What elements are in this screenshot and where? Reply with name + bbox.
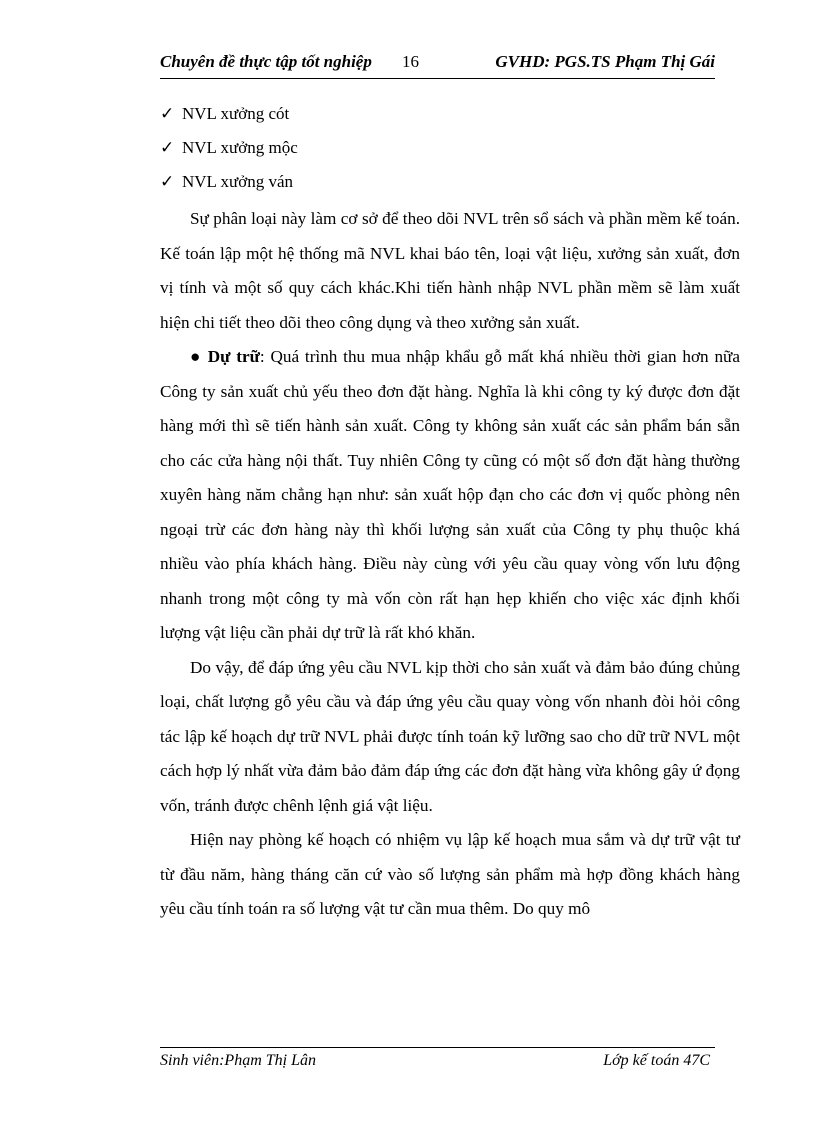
list-item: [160, 136, 298, 170]
page-header: [160, 52, 715, 80]
paragraph-reserve: [160, 340, 740, 651]
bullet-dot-icon: ●: [190, 347, 202, 366]
document-title: Chuyên đề thực tập tốt nghiệp: [160, 52, 372, 71]
list-item: [160, 170, 298, 204]
checkmark-icon: ✓: [160, 172, 175, 191]
student-name: Sinh viên:Phạm Thị Lân: [160, 1052, 316, 1069]
paragraph-reserve-text: : Quá trình thu mua nhập khẩu gỗ mất khá nhiều thời gian hơn nữa Công ty sản xuất chủ yếu theo đơn đặt hàng. Nghĩa là khi công ty ký được đơn đặt hàng mới thì sẽ tiến hành sản xuất. Công ty không sản xuất các sản phẩm bán sẵn cho các cửa hàng nội thất. Tuy nhiên Công ty cũng có một số đơn đặt hàng thường xuyên hàng năm chẳng hạn như: sản xuất hộp đạn cho các đơn vị quốc phòng nên ngoại trừ các đơn hàng này thì khối lượng sản xuất của Công ty phụ thuộc khá nhiều vào phía khách hàng. Điều này cùng với yêu cầu quay vòng vốn lưu động nhanh trong một công ty mà vốn còn rất hạn hẹp khiến cho việc xác định khối lượng vật liệu cần phải dự trữ là rất khó khăn.: [160, 347, 740, 642]
paragraph-classification: Sự phân loại này làm cơ sở để theo dõi NVL trên sổ sách và phần mềm kế toán. Kế toán lập một hệ thống mã NVL khai báo tên, loại vật liệu, xưởng sản xuất, đơn vị tính và một số quy cách khác.Khi tiến hành nhập NVL phần mềm sẽ làm xuất hiện chi tiết theo dõi theo công dụng và theo xưởng sản xuất.: [160, 209, 740, 332]
page-number: 16: [402, 52, 419, 71]
document-body: [160, 202, 740, 927]
class-name: Lớp kế toán 47C: [603, 1052, 710, 1069]
paragraph-planning: Hiện nay phòng kế hoạch có nhiệm vụ lập kế hoạch mua sắm và dự trữ vật tư từ đầu năm, hàng tháng căn cứ vào số lượng sản phẩm mà hợp đồng khách hàng yêu cầu tính toán ra số lượng vật tư cần mua thêm. Do quy mô: [160, 830, 740, 918]
advisor-name: GVHD: PGS.TS Phạm Thị Gái: [495, 52, 715, 71]
paragraph-therefore: Do vậy, để đáp ứng yêu cầu NVL kịp thời cho sản xuất và đảm bảo đúng chủng loại, chất lượng gỗ yêu cầu và đáp ứng yêu cầu quay vòng vốn nhanh đòi hỏi công tác lập kế hoạch dự trữ NVL phải được tính toán kỹ lưỡng sao cho dữ trữ NVL một cách hợp lý nhất vừa đảm bảo đảm đáp ứng các đơn đặt hàng vừa không gây ứ đọng vốn, tránh được chênh lệnh giá vật liệu.: [160, 657, 740, 815]
header-divider: [160, 78, 715, 79]
list-item-text: NVL xưởng mộc: [182, 138, 298, 157]
term-reserve: Dự trữ: [207, 347, 260, 366]
list-item-text: NVL xưởng ván: [182, 172, 294, 191]
page-footer: [160, 1052, 715, 1076]
footer-divider: [160, 1047, 715, 1048]
list-item: [160, 102, 298, 136]
checkmark-icon: ✓: [160, 138, 175, 157]
list-item-text: NVL xưởng cót: [182, 104, 290, 123]
checklist: [160, 102, 298, 204]
checkmark-icon: ✓: [160, 104, 175, 123]
